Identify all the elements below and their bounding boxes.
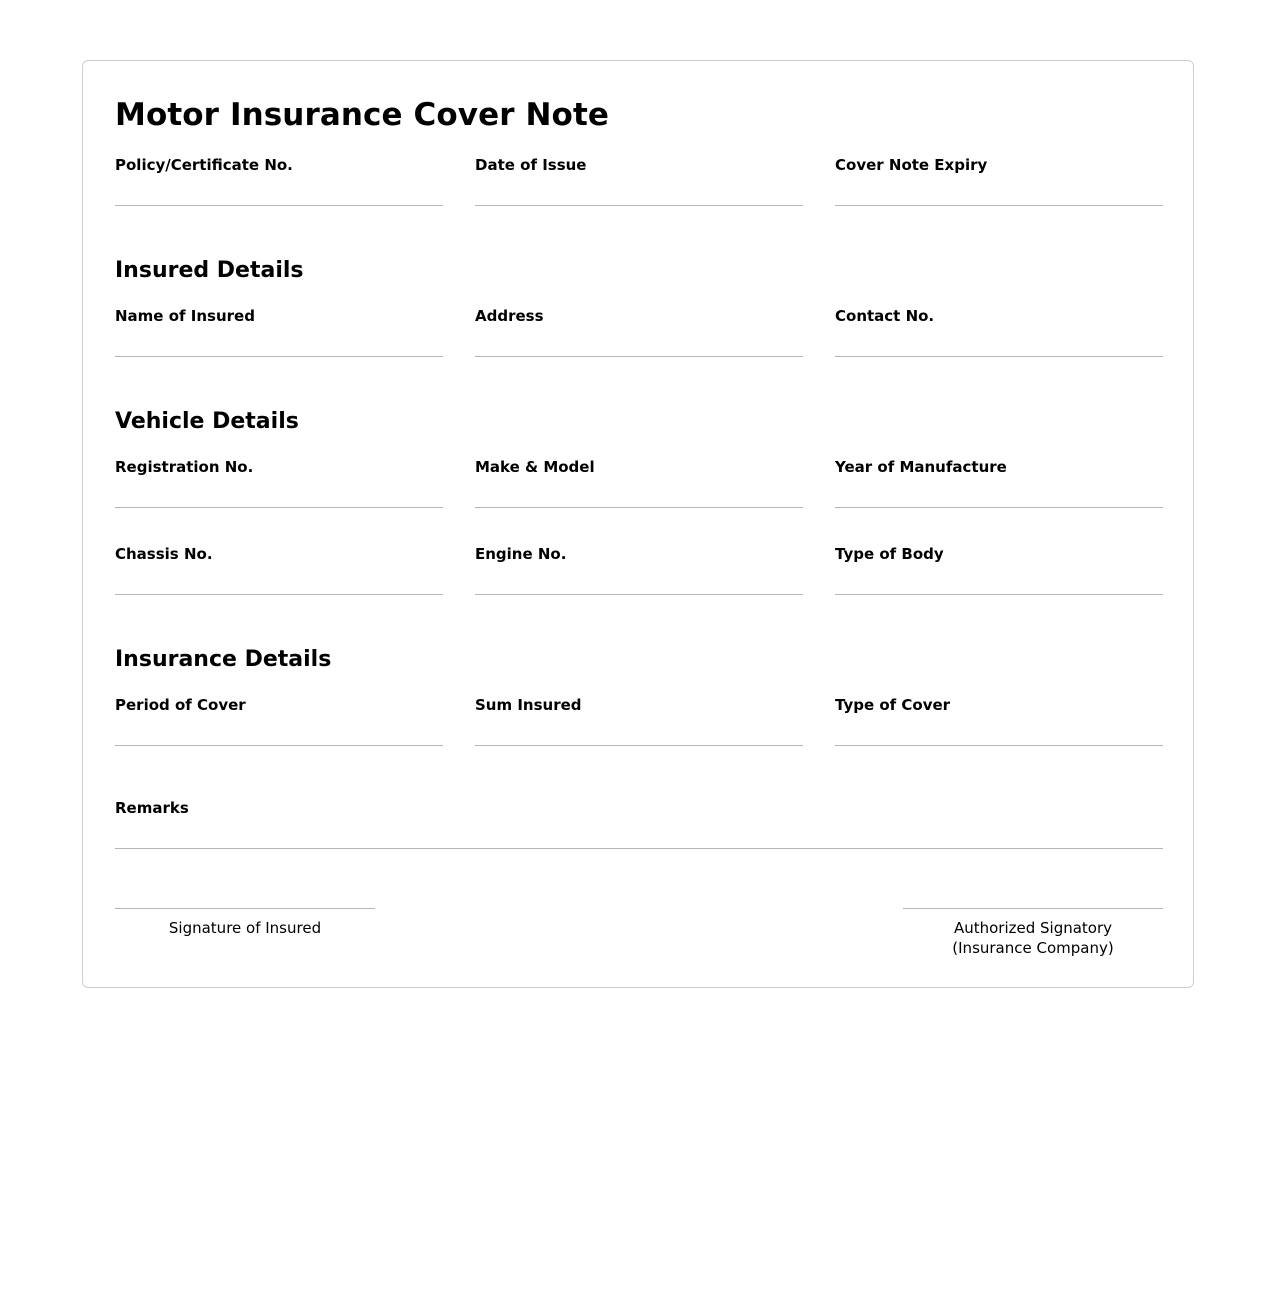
signature-line — [903, 908, 1163, 909]
signature-insured-label: Signature of Insured — [168, 919, 322, 937]
field-label: Cover Note Expiry — [835, 156, 988, 174]
field-underline — [115, 848, 1163, 849]
field-label: Registration No. — [115, 458, 254, 476]
field-label: Name of Insured — [115, 307, 255, 325]
field-label: Date of Issue — [475, 156, 587, 174]
field-underline — [475, 594, 803, 595]
section-title-insurance-details: Insurance Details — [115, 647, 332, 672]
field-label: Address — [475, 307, 544, 325]
field-label: Policy/Certificate No. — [115, 156, 293, 174]
field-label: Type of Cover — [835, 696, 951, 714]
field-underline — [835, 594, 1163, 595]
field-type-of-cover[interactable] — [835, 696, 1163, 746]
field-label: Period of Cover — [115, 696, 246, 714]
field-underline — [475, 356, 803, 357]
field-registration-no[interactable] — [115, 458, 443, 508]
field-period-of-cover[interactable] — [115, 696, 443, 746]
field-remarks[interactable] — [115, 799, 1163, 849]
field-label: Contact No. — [835, 307, 935, 325]
field-policy-certificate-no[interactable] — [115, 156, 443, 206]
field-engine-no[interactable] — [475, 545, 803, 595]
signature-authorized-label-1: Authorized Signatory — [953, 919, 1113, 937]
field-sum-insured[interactable] — [475, 696, 803, 746]
field-underline — [115, 745, 443, 746]
cover-note-card — [82, 60, 1194, 988]
section-title-vehicle-details: Vehicle Details — [115, 409, 299, 434]
field-underline — [835, 745, 1163, 746]
field-label: Sum Insured — [475, 696, 582, 714]
field-cover-note-expiry[interactable] — [835, 156, 1163, 206]
field-label: Engine No. — [475, 545, 567, 563]
field-underline — [835, 205, 1163, 206]
field-underline — [475, 205, 803, 206]
field-underline — [835, 507, 1163, 508]
signature-authorized-label-2: (Insurance Company) — [952, 939, 1114, 957]
field-underline — [835, 356, 1163, 357]
field-chassis-no[interactable] — [115, 545, 443, 595]
field-type-of-body[interactable] — [835, 545, 1163, 595]
field-underline — [115, 356, 443, 357]
signature-authorized[interactable] — [903, 908, 1163, 958]
section-title-insured-details: Insured Details — [115, 258, 304, 283]
field-label: Chassis No. — [115, 545, 213, 563]
field-year-of-manufacture[interactable] — [835, 458, 1163, 508]
field-label: Year of Manufacture — [835, 458, 1007, 476]
field-underline — [115, 594, 443, 595]
signature-line — [115, 908, 375, 909]
field-address[interactable] — [475, 307, 803, 357]
field-make-model[interactable] — [475, 458, 803, 508]
page-title: Motor Insurance Cover Note — [115, 97, 609, 133]
field-label: Type of Body — [835, 545, 944, 563]
field-label: Remarks — [115, 799, 189, 817]
signature-insured[interactable] — [115, 908, 375, 938]
field-name-of-insured[interactable] — [115, 307, 443, 357]
field-label: Make & Model — [475, 458, 595, 476]
field-date-of-issue[interactable] — [475, 156, 803, 206]
field-underline — [475, 745, 803, 746]
field-underline — [475, 507, 803, 508]
field-underline — [115, 205, 443, 206]
field-underline — [115, 507, 443, 508]
field-contact-no[interactable] — [835, 307, 1163, 357]
